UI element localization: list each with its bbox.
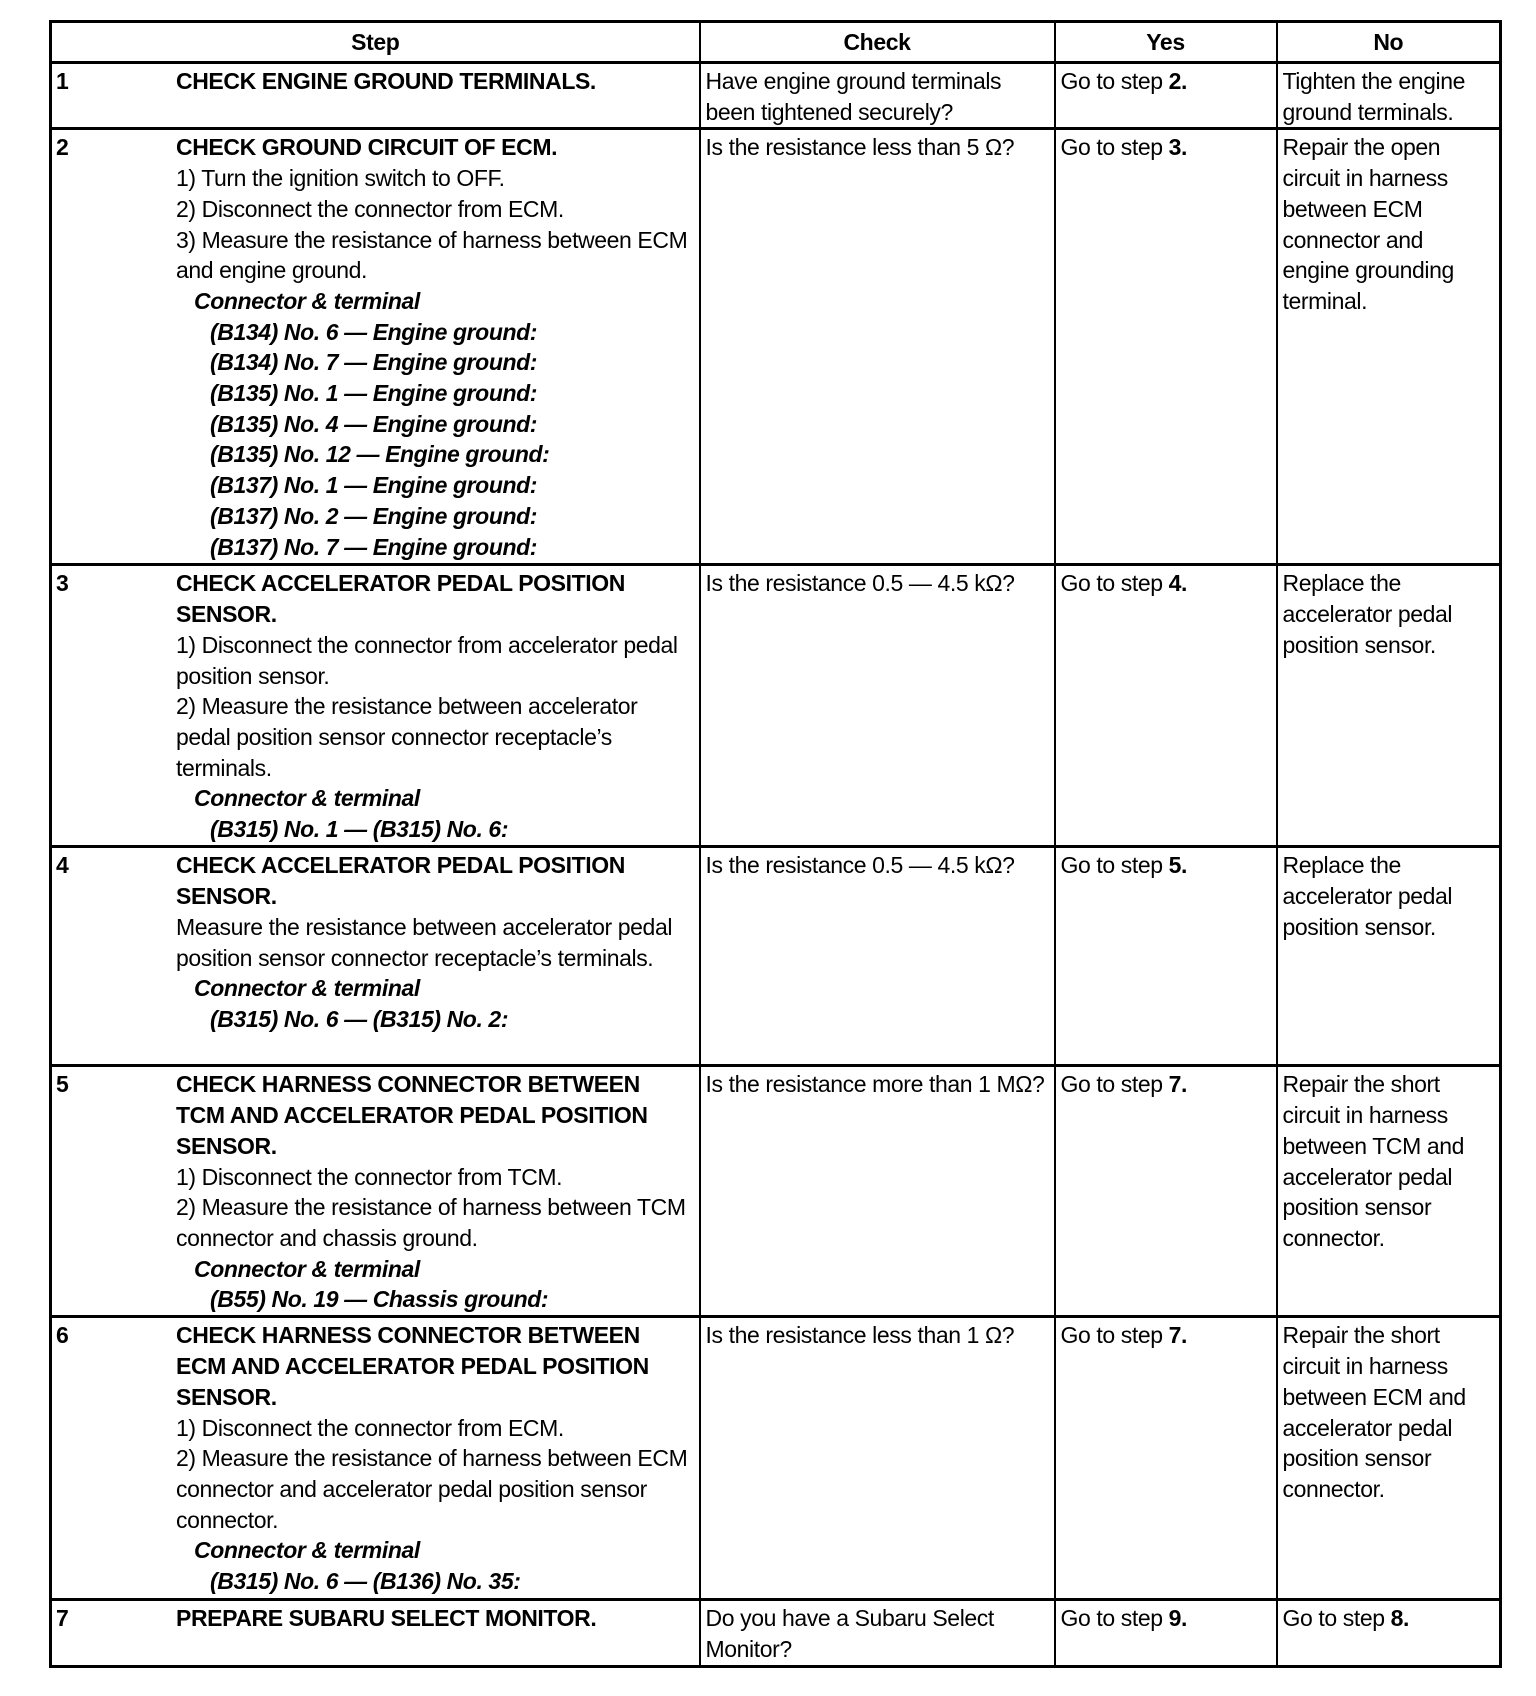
yes-cell bbox=[1055, 1066, 1277, 1317]
step-body bbox=[176, 850, 694, 1034]
no-text: Replace the accelerator pedal position sensor. bbox=[1282, 570, 1453, 658]
step-title: CHECK ENGINE GROUND TERMINALS. bbox=[176, 68, 596, 94]
connector-terminal-item: (B135) No. 4 — Engine ground: bbox=[210, 410, 538, 437]
step-instruction: Measure the resistance between accelerator pedal position sensor connector receptacle’s terminals. bbox=[176, 913, 673, 971]
step-number: 3 bbox=[56, 570, 69, 597]
step-title: CHECK ACCELERATOR PEDAL POSITION SENSOR. bbox=[176, 852, 625, 910]
step-title: CHECK HARNESS CONNECTOR BETWEEN ECM AND ACCELERATOR PEDAL POSITION SENSOR. bbox=[176, 1322, 649, 1410]
no-cell bbox=[1277, 1317, 1501, 1600]
yes-cell bbox=[1055, 1317, 1277, 1600]
step-body bbox=[176, 1069, 694, 1315]
step-number: 6 bbox=[56, 1322, 69, 1349]
step-cell bbox=[51, 847, 700, 1066]
header-row bbox=[51, 22, 1501, 63]
step-instruction: 2) Disconnect the connector from ECM. bbox=[176, 195, 564, 222]
step-cell bbox=[51, 1066, 700, 1317]
connector-terminal-item: (B55) No. 19 — Chassis ground: bbox=[210, 1286, 549, 1313]
connector-terminal-item: (B134) No. 6 — Engine ground: bbox=[210, 318, 538, 345]
no-step-number: 8. bbox=[1390, 1605, 1409, 1632]
step-number: 7 bbox=[56, 1605, 69, 1632]
header-no: No bbox=[1277, 22, 1501, 63]
step-body bbox=[176, 568, 694, 844]
step-instruction: 2) Measure the resistance between accelerator pedal position sensor connector receptacle’s terminals. bbox=[176, 693, 638, 781]
step-title: PREPARE SUBARU SELECT MONITOR. bbox=[176, 1605, 597, 1632]
no-text: Repair the short circuit in harness between TCM and accelerator pedal position sensor connector. bbox=[1282, 1071, 1465, 1251]
step-cell bbox=[51, 1600, 700, 1667]
table-row bbox=[51, 63, 1501, 129]
yes-cell bbox=[1055, 63, 1277, 129]
check-cell: Do you have a Subaru Select Monitor? bbox=[700, 1600, 1055, 1667]
connector-terminal-item: (B135) No. 1 — Engine ground: bbox=[210, 380, 538, 407]
header-yes: Yes bbox=[1055, 22, 1277, 63]
yes-text: Go to step bbox=[1060, 1605, 1169, 1632]
step-number: 4 bbox=[56, 852, 69, 879]
yes-step-number: 3. bbox=[1168, 134, 1187, 161]
yes-step-number: 2. bbox=[1168, 68, 1187, 94]
no-text: Repair the short circuit in harness between ECM and accelerator pedal position sensor connector. bbox=[1282, 1322, 1466, 1502]
step-number: 2 bbox=[56, 134, 69, 161]
step-body bbox=[176, 66, 694, 97]
connector-terminal-item: (B315) No. 6 — (B315) No. 2: bbox=[210, 1005, 509, 1032]
connector-terminal-label: Connector & terminal bbox=[194, 1255, 420, 1282]
step-body bbox=[176, 1320, 694, 1596]
yes-step-number: 7. bbox=[1168, 1071, 1187, 1098]
step-instruction: 3) Measure the resistance of harness between ECM and engine ground. bbox=[176, 226, 688, 284]
no-text: Replace the accelerator pedal position sensor. bbox=[1282, 852, 1453, 940]
yes-step-number: 5. bbox=[1168, 852, 1187, 879]
connector-terminal-label: Connector & terminal bbox=[194, 975, 420, 1002]
check-cell: Have engine ground terminals been tightened securely? bbox=[700, 63, 1055, 129]
no-text: Tighten the engine ground terminals. bbox=[1282, 68, 1465, 125]
check-cell: Is the resistance more than 1 MΩ? bbox=[700, 1066, 1055, 1317]
step-title: CHECK ACCELERATOR PEDAL POSITION SENSOR. bbox=[176, 570, 625, 628]
yes-text: Go to step bbox=[1060, 134, 1169, 161]
check-cell: Is the resistance 0.5 — 4.5 kΩ? bbox=[700, 565, 1055, 847]
step-instruction: 1) Disconnect the connector from TCM. bbox=[176, 1163, 563, 1190]
yes-step-number: 4. bbox=[1168, 570, 1187, 597]
yes-step-number: 9. bbox=[1168, 1605, 1187, 1632]
connector-terminal-item: (B315) No. 1 — (B315) No. 6: bbox=[210, 816, 509, 843]
yes-cell bbox=[1055, 129, 1277, 565]
no-text: Repair the open circuit in harness between ECM connector and engine grounding terminal. bbox=[1282, 134, 1454, 314]
connector-terminal-item: (B134) No. 7 — Engine ground: bbox=[210, 349, 538, 376]
header-step: Step bbox=[51, 22, 700, 63]
no-cell bbox=[1277, 565, 1501, 847]
step-body bbox=[176, 1603, 694, 1634]
yes-text: Go to step bbox=[1060, 68, 1169, 94]
step-cell bbox=[51, 565, 700, 847]
check-cell: Is the resistance less than 5 Ω? bbox=[700, 129, 1055, 565]
step-title: CHECK HARNESS CONNECTOR BETWEEN TCM AND ACCELERATOR PEDAL POSITION SENSOR. bbox=[176, 1071, 648, 1159]
table-row bbox=[51, 847, 1501, 1066]
step-body bbox=[176, 132, 694, 562]
yes-step-number: 7. bbox=[1168, 1322, 1187, 1349]
no-cell bbox=[1277, 63, 1501, 129]
yes-cell bbox=[1055, 847, 1277, 1066]
table-row bbox=[51, 129, 1501, 565]
connector-terminal-label: Connector & terminal bbox=[194, 287, 420, 314]
check-cell: Is the resistance less than 1 Ω? bbox=[700, 1317, 1055, 1600]
diagnostic-table bbox=[49, 20, 1502, 1668]
yes-cell bbox=[1055, 565, 1277, 847]
connector-terminal-item: (B137) No. 2 — Engine ground: bbox=[210, 502, 538, 529]
table-row bbox=[51, 1317, 1501, 1600]
connector-terminal-label: Connector & terminal bbox=[194, 785, 420, 812]
step-instruction: 2) Measure the resistance of harness between TCM connector and chassis ground. bbox=[176, 1194, 686, 1251]
step-cell bbox=[51, 129, 700, 565]
step-number: 5 bbox=[56, 1071, 69, 1098]
yes-text: Go to step bbox=[1060, 852, 1169, 879]
connector-terminal-item: (B137) No. 7 — Engine ground: bbox=[210, 533, 538, 560]
yes-text: Go to step bbox=[1060, 1071, 1169, 1098]
step-cell bbox=[51, 63, 700, 129]
no-cell bbox=[1277, 847, 1501, 1066]
step-instruction: 1) Disconnect the connector from accelerator pedal position sensor. bbox=[176, 631, 678, 689]
no-cell bbox=[1277, 1066, 1501, 1317]
check-cell: Is the resistance 0.5 — 4.5 kΩ? bbox=[700, 847, 1055, 1066]
yes-text: Go to step bbox=[1060, 1322, 1169, 1349]
step-instruction: 2) Measure the resistance of harness between ECM connector and accelerator pedal position sensor connector. bbox=[176, 1445, 688, 1533]
yes-cell bbox=[1055, 1600, 1277, 1667]
step-cell bbox=[51, 1317, 700, 1600]
step-number: 1 bbox=[56, 68, 69, 94]
header-check: Check bbox=[700, 22, 1055, 63]
connector-terminal-item: (B315) No. 6 — (B136) No. 35: bbox=[210, 1568, 521, 1595]
step-instruction: 1) Turn the ignition switch to OFF. bbox=[176, 165, 505, 192]
table-row bbox=[51, 565, 1501, 847]
yes-text: Go to step bbox=[1060, 570, 1169, 597]
table-row bbox=[51, 1066, 1501, 1317]
no-text: Go to step bbox=[1282, 1605, 1391, 1632]
step-title: CHECK GROUND CIRCUIT OF ECM. bbox=[176, 134, 558, 161]
connector-terminal-item: (B137) No. 1 — Engine ground: bbox=[210, 472, 538, 499]
connector-terminal-item: (B135) No. 12 — Engine ground: bbox=[210, 441, 550, 468]
no-cell bbox=[1277, 129, 1501, 565]
connector-terminal-label: Connector & terminal bbox=[194, 1537, 420, 1564]
step-instruction: 1) Disconnect the connector from ECM. bbox=[176, 1414, 564, 1441]
no-cell bbox=[1277, 1600, 1501, 1667]
table-row bbox=[51, 1600, 1501, 1667]
